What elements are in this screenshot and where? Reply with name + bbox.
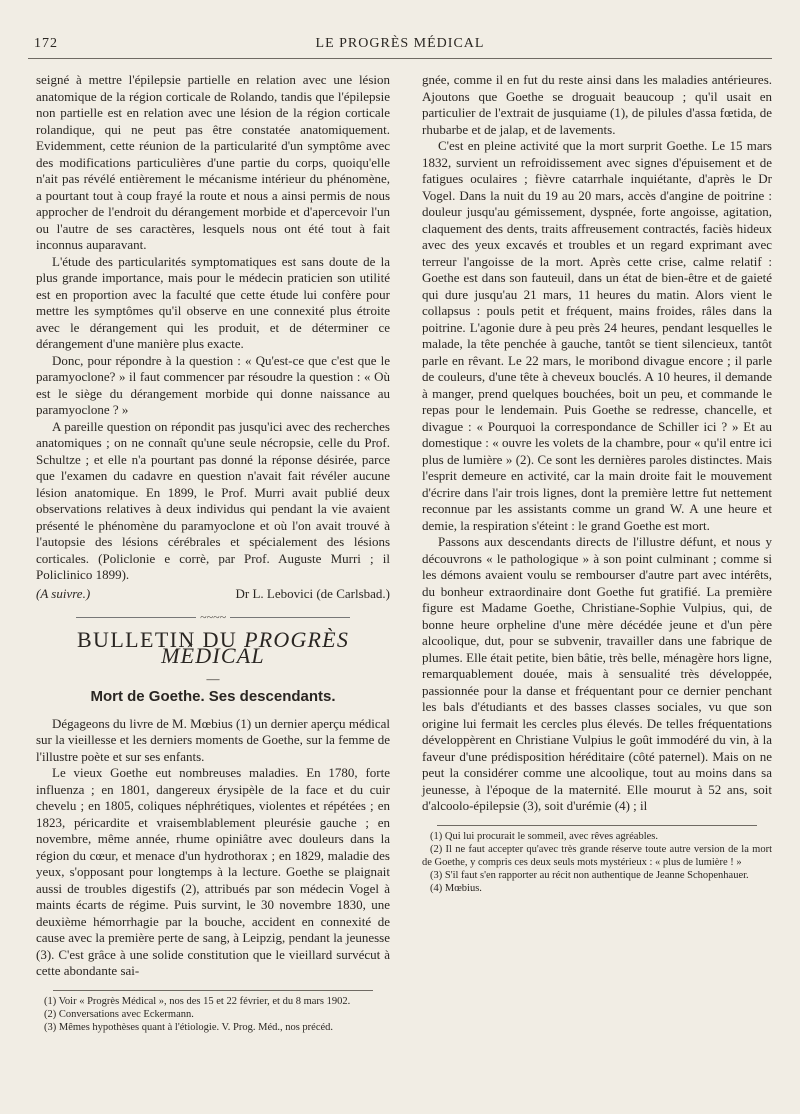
bulletin-prefix: BULLETIN DU bbox=[76, 626, 238, 652]
paragraph: C'est en pleine activité que la mort surprit Goethe. Le 15 mars 1832, survient un refroidissement avec signes d'épuisement et de fatigues oculaires ; fièvre catarrhale inquiétante, d'après le Dr Vogel. Dans la nuit du 19 au 20 mars, accès d'angine de poitrine : douleur jusqu'au gémissement, dyspnée, forte angoisse, agitation, claquement des dents, traits affreusement contractés, faciès hideux avec des yeux excavés et troubles et un regard exprimant avec terreur l'angoisse de la mort. Après cette crise, calme relatif : Goethe est dans son fauteuil, dans un état de bien-être et de gaieté qui dure jusqu'au 21 mars, 11 heures du matin. Alors vient le collapsus : pouls petit et fréquent, mains froides, râles dans la poitrine. L'agonie dure à peu près 24 heures, pendant lesquelles le malade, la tête penchée à gauche, tantôt se tient silencieux, tantôt parle en rêvant. Le 22 mars, le moribond divague encore ; il parle de couleurs, d'une tête à cheveux bouclés. A 10 heures, il demande à manger, prend quelques bouchées, boit un peu, et commande le repas pour le lendemain. Puis Goethe se redresse, chancelle, et divague : « Pourquoi la correspondance de Schiller ici ? » Et au domestique : « ouvre les volets de la chambre, pour « qu'il entre ici plus de lumière » (2). Ce sont les dernières paroles distinctes. Mais l'esprit demeure en activité, car la main droite fait le mouvement d'écrire dans l'air trois lignes, dont la première lettre fut nettement reconnue par les assistants comme un grand W. A une heure et demie, la respiration s'éteint : le grand Goethe est mort. bbox=[422, 138, 772, 533]
footnote: (3) S'il faut s'en rapporter au récit non authentique de Jeanne Schopenhauer. bbox=[430, 869, 749, 881]
bulletin-heading bbox=[36, 626, 390, 668]
footnote: (2) Conversations avec Eckermann. bbox=[44, 1008, 194, 1020]
running-title: LE PROGRÈS MÉDICAL bbox=[315, 36, 485, 51]
page-header bbox=[28, 28, 772, 59]
footnote: (2) Il ne faut accepter qu'avec très grande réserve toute autre version de la mort de Goethe, y compris ces deux seuls mots mystérieux : « plus de lumière ! » bbox=[422, 843, 772, 868]
paragraph: gnée, comme il en fut du reste ainsi dans les maladies antérieures. Ajoutons que Goethe se droguait beaucoup ; qu'il usait en particulier de l'extrait de jusquiame (1), de pilules d'assa fœtida, de rhubarbe et de jalap, et de lavements. bbox=[422, 72, 772, 137]
left-column bbox=[36, 72, 390, 1034]
footnote: (4) Mœbius. bbox=[430, 882, 482, 894]
section-divider bbox=[36, 608, 390, 626]
footnote: (1) Voir « Progrès Médical », nos des 15 et 22 février, et du 8 mars 1902. bbox=[44, 995, 351, 1007]
footnote: (1) Qui lui procurait le sommeil, avec rêves agréables. bbox=[430, 830, 658, 842]
footnotes bbox=[422, 830, 772, 895]
author: Dr L. Lebovici (de Carlsbad.) bbox=[235, 585, 390, 601]
divider-ornament: ~~~~ bbox=[200, 610, 226, 624]
page-number: 172 bbox=[34, 36, 58, 51]
footnote-rule bbox=[53, 990, 373, 991]
article-title: Mort de Goethe. Ses descendants. bbox=[90, 688, 336, 705]
footnote-rule bbox=[437, 825, 757, 826]
paragraph: seigné à mettre l'épilepsie partielle en relation avec une lésion anatomique de la région corticale de Rolando, tandis que l'épilepsie non partielle est en relation avec une lésion de la région corticale rolandique, qui ne peut pas être constatée anatomiquement. Evidemment, cette réunion de la particularité d'un symptôme avec des modifications particulières d'une partie du corps, quoiqu'elle n'ait pas révélé entièrement le mécanisme intérieur du phénomène, a pourtant tout à coup frayé la route et nous a ainsi permis de nous approcher de l'endroit du dérangement morbide et d'apercevoir l'un ou l'autre de ses caractères, lesquels nous ont été tout à fait inconnus auparavant. bbox=[36, 72, 390, 252]
signature bbox=[36, 586, 390, 603]
right-column bbox=[422, 72, 772, 895]
paragraph: Dégageons du livre de M. Mœbius (1) un dernier aperçu médical sur la vieillesse et les derniers moments de Goethe, sur la femme de l'illustre poète et sur ses enfants. bbox=[36, 715, 390, 764]
paragraph: Passons aux descendants directs de l'illustre défunt, et nous y découvrons « le pathologique » à son point culminant ; comme si les démons avaient voulu se rembourser d'autre part avec intérêts, du bonheur extraordinaire dont Goethe fut gratifié. La première figure est Madame Goethe, Christiane-Sophie Vulpius, qui, de bonne heure orpheline d'une mère décédée jeune et d'un père alcoolique, dut, pour se subvenir, travailler dans une fabrique de plumes. Elle était petite, bien bâtie, très belle, ménagère hors ligne, remarquablement douée, mais à sensualité très développée, passionnée pour la danse et fréquentant pour ce dernier penchant les bals d'étudiants et des basses classes sociales, vu que son origine lui fermait les cercles plus élevés. De telles fréquentations développèrent en Christiane Vulpius le goût immodéré du vin, à la faveur d'une prédisposition héréditaire (côté paternel). Mais on ne peut la considérer comme une alcoolique, tout au moins dans sa jeunesse, à l'époque de la maternité. Elle mourut à 52 ans, soit d'alcoolo-épilepsie (3), soit d'urémie (4) ; il bbox=[422, 534, 772, 813]
footnote: (3) Mêmes hypothèses quant à l'étiologie. V. Prog. Méd., nos précéd. bbox=[44, 1021, 334, 1033]
paragraph: L'étude des particularités symptomatiques est sans doute de la plus grande importance, mais pour le médecin praticien son utilité est en proportion avec la faculté que cette étude lui confère pour mettre les symptômes qu'il observe en une connexité plus étroite avec le dérangement qui les produit, et de déterminer ce dérangement d'une manière plus exacte. bbox=[36, 253, 390, 351]
footnotes bbox=[36, 995, 390, 1034]
to-be-continued: (A suivre.) bbox=[36, 585, 91, 601]
paragraph: A pareille question on répondit pas jusqu'ici avec des recherches anatomiques ; on ne connaît qu'une seule nécropsie, celle du Prof. Schultze ; et elle n'a pourtant pas donné la réponse désirée, parce que l'examen du cadavre en question n'avait fait révéler aucune lésion anatomique. En 1899, le Prof. Murri avait publié deux observations relatives à deux individus qui pendant la vie avaient présenté le phénomène du paramyoclone et où l'on avait trouvé à l'autopsie des lésions cérébrales et spécialement des lésions corticales. (Policlonie e corrè, par Prof. Auguste Murri ; il Policlinico 1899). bbox=[36, 418, 390, 582]
paragraph: Le vieux Goethe eut nombreuses maladies. En 1780, forte influenza ; en 1801, dangereux érysipèle de la face et du cuir chevelu ; en 1805, coliques néphrétiques, violentes et répétées ; en 1823, péricardite et vraisemblablement pleurésie gauche ; en novembre, même année, rhume opiniâtre avec douleurs dans la région du cœur, et menace d'un hydrothorax ; en 1829, maladie des yeux, s'opposant pour longtemps à la lecture. Goethe se plaignait aussi de troubles digestifs (2), attribués par son médecin Vogel à maints écarts de régime. Puis survint, le 30 novembre 1830, une deuxième hémorrhagie par la bouche, accident en connexité de cause avec la première perte de sang, à Leipzig, pendant la jeunesse (3). C'est grâce à une solide constitution que le vieillard survécut à cette abondante sai- bbox=[36, 765, 390, 978]
bulletin-name: PROGRÈS MÉDICAL bbox=[161, 626, 350, 668]
title-dash: — bbox=[206, 670, 220, 686]
paragraph: Donc, pour répondre à la question : « Qu'est-ce que c'est que le paramyoclone? » il faut commencer par résoudre la question : « Où est le siège du dérangement morbide qui donne naissance au paramyoclone ? » bbox=[36, 352, 390, 417]
